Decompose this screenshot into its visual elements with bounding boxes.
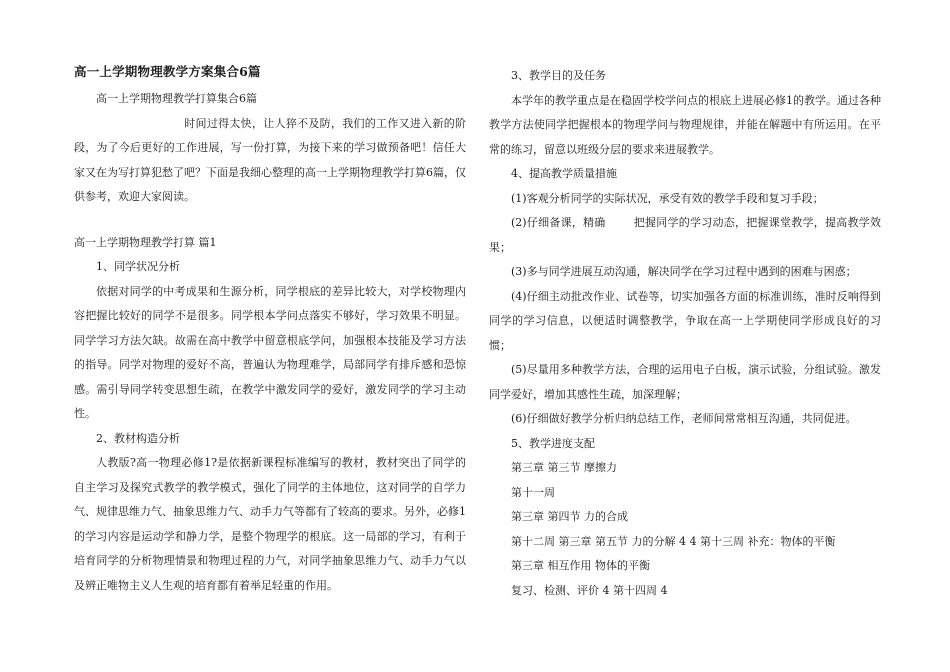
schedule-line-6: 复习、检测、评价 4 第十四周 4 <box>511 583 668 597</box>
section-4-heading: 4、提高教学质量措施 <box>511 167 617 180</box>
section-2-body: 人教版?高一物理必修1?是依据新课程标准编写的教材，教材突出了同学的自主学习及探究式教学的教学模式，强化了同学的主体地位，这对同学的自学力气、规律思维力气、抽象思维力气、动手力气等都有了较高的要求。另外，必修1的学习内容是运动学和静力学，是整个物理学的根底。这一局部的学习，有利于培育同学的分析物理情景和物理过程的力气，对同学抽象思维力气、动手力气以及辨正唯物主义人生观的培育都有着举足轻重的作用。 <box>74 456 466 592</box>
section-1-heading: 1、同学状况分析 <box>96 260 180 273</box>
section-5-heading: 5、教学进度支配 <box>511 436 595 450</box>
schedule-line-4: 第十二周 第三章 第五节 力的分解 4 4 第十三周 补充：物体的平衡 <box>511 534 836 548</box>
section-1-body: 依据对同学的中考成果和生源分析，同学根底的差异比较大，对学校物理内容把握比较好的同学不是很多。同学根本学问点落实不够好，学习效果不明显。同学学习方法欠缺。故需在高中教学中留意根底学问，加强根本技能及学习方法的指导。同学对物理的爱好不高，普遍认为物理难学，局部同学有排斥感和恐惊感。需引导同学转变思想生疏，在教学中激发同学的爱好，激发同学的学习主动性。 <box>74 284 466 420</box>
section-3-heading: 3、教学目的及任务 <box>511 69 606 82</box>
right-column <box>489 64 881 603</box>
spacer <box>74 210 466 231</box>
intro-text: 时间过得太快，让人猝不及防，我们的工作又进入新的阶段，为了今后更好的工作进展，写一份打算，为接下来的学习做预备吧！信任大家又在为写打算犯愁了吧？下面是我细心整理的高一上学期物理教学打算6篇，仅供参考，欢迎大家阅读。 <box>74 116 466 203</box>
document-title: 高一上学期物理教学方案集合6篇 <box>74 64 261 79</box>
measure-2-part-a: (2)仔细备课，精确 <box>511 216 606 229</box>
schedule-line-3: 第三章 第四节 力的合成 <box>511 510 628 523</box>
document-subtitle: 高一上学期物理教学打算集合6篇 <box>96 92 257 105</box>
section-2-heading: 2、教材构造分析 <box>96 431 180 445</box>
left-column <box>74 64 466 598</box>
schedule-line-1: 第三章 第三节 摩擦力 <box>511 461 617 474</box>
measure-6: (6)仔细做好教学分析归纳总结工作，老师间常常相互沟通，共同促进。 <box>511 412 857 425</box>
measure-2 <box>489 211 881 260</box>
section-3-body: 本学年的教学重点是在稳固学校学问点的根底上进展必修1的教学。通过各种教学方法使同学把握根本的物理学问与物理规律，并能在解题中有所运用。在平常的练习，留意以班级分层的要求来进展教学。 <box>489 93 881 156</box>
measure-5: (5)尽量用多种教学方法，合理的运用电子白板，演示试验，分组试验。激发同学爱好，增加其感性生疏，加深理解； <box>489 363 881 401</box>
article-heading: 高一上学期物理教学打算 篇1 <box>74 235 217 249</box>
schedule-line-5: 第三章 相互作用 物体的平衡 <box>511 559 650 572</box>
measure-1: (1)客观分析同学的实际状况，承受有效的教学手段和复习手段； <box>511 191 824 205</box>
measure-3: (3)多与同学进展互动沟通，解决同学在学习过程中遇到的困难与困惑； <box>511 265 857 278</box>
schedule-line-2: 第十一周 <box>511 485 555 499</box>
measure-2-part-b: 把握同学的学习动态，把握课堂教学，提高教学效果； <box>489 216 881 254</box>
intro-paragraph <box>74 112 466 210</box>
measure-4: (4)仔细主动批改作业、试卷等，切实加强各方面的标准训练，准时反响得到同学的学习信息，以便适时调整教学，争取在高一上学期使同学形成良好的习惯； <box>489 289 881 352</box>
